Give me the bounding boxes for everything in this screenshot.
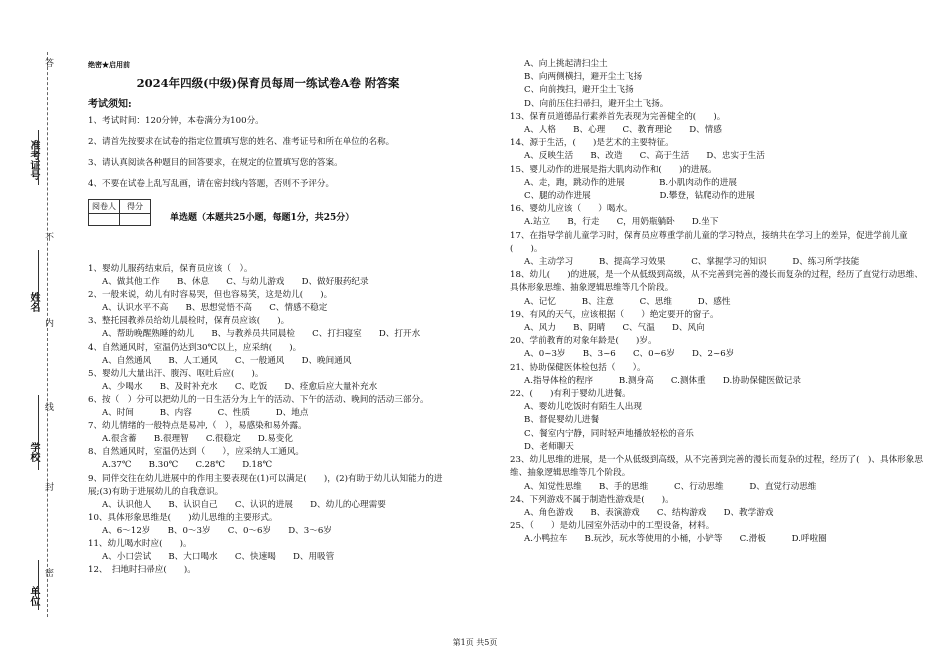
answer-options: A、认识水平不高 B、思想觉悟不高 C、情感不稳定 bbox=[102, 303, 328, 314]
answer-options: B、向两侧横扫，避开尘土飞扬 bbox=[524, 72, 643, 83]
exam-title: 2024年四级(中级)保育员每周一练试卷A卷 附答案 bbox=[136, 76, 400, 90]
question-text: 7、幼儿情绪的一般特点是易冲,（ ），易感染和易外露。 bbox=[88, 421, 307, 432]
school-label: 学校 bbox=[28, 442, 39, 462]
question-text: 20、学前教育的对象年龄是( )岁。 bbox=[510, 336, 657, 347]
answer-options: C、餐室内宁静，同时轻声地播放轻松的音乐 bbox=[524, 428, 694, 439]
page-footer: 第1页 共5页 bbox=[452, 638, 498, 647]
answer-options: A、小口尝试 B、大口喝水 C、快速喝 D、用吸管 bbox=[102, 552, 335, 563]
right-question-list bbox=[510, 58, 930, 547]
question-text: 3、整托园教养员给幼儿晨检时，保育员应该( )。 bbox=[88, 316, 290, 327]
school-field[interactable] bbox=[38, 395, 39, 470]
answer-options: D、老师聊天 bbox=[524, 441, 574, 452]
notice-list bbox=[88, 115, 488, 191]
name-label: 姓名 bbox=[28, 292, 39, 312]
question-text: 展;(3)有助于进展幼儿的自我意识。 bbox=[88, 486, 224, 497]
answer-options: A、少喝水 B、及时补充水 C、吃饭 D、痊愈后应大量补充水 bbox=[102, 381, 378, 392]
question-text: 5、婴幼儿大量出汗、腹泻、呕吐后应( )。 bbox=[88, 368, 264, 379]
question-text: 13、保育员道德品行素养首先表现为完善健全的( )。 bbox=[510, 111, 726, 122]
notice-item: 3、请认真阅读各种题目的回答要求，在规定的位置填写您的答案。 bbox=[88, 158, 343, 168]
answer-options: A.站立 B，行走 C，用奶瓶躺卧 D.坐下 bbox=[524, 217, 719, 228]
question-text: 16、婴幼儿应该（ ）喝水。 bbox=[510, 204, 633, 215]
answer-options: A、角色游戏 B、表演游戏 C、结构游戏 D、教学游戏 bbox=[524, 507, 774, 518]
answer-options: A.很含蓄 B.很理智 C.很稳定 D.易变化 bbox=[102, 434, 293, 445]
answer-options: A.指导体检的程序 B.测身高 C.测体重 D.协助保健医做记录 bbox=[524, 375, 801, 386]
seal-char-nei: 内 bbox=[43, 318, 53, 328]
question-text: 9、同伴交往在幼儿进展中的作用主要表现在(1)可以满足( )，(2)有助于幼儿认知能力的进 bbox=[88, 473, 443, 484]
answer-options: A、6～12岁 B、0～3岁 C、0～6岁 D、3～6岁 bbox=[102, 525, 332, 536]
question-text: 11、幼儿喝水时应( )。 bbox=[88, 538, 192, 549]
answer-options: A、走，跑，跳动作的进展 B.小肌肉动作的进展 bbox=[524, 177, 737, 188]
secret-mark: 绝密★启用前 bbox=[88, 60, 130, 69]
score-cell[interactable] bbox=[120, 214, 151, 226]
seal-char-feng: 封 bbox=[43, 482, 53, 492]
question-text: 2、一般来说，幼儿有时容易哭，但也容易笑，这是幼儿( )。 bbox=[88, 290, 333, 301]
question-text: 23、幼儿思维的进展，是一个从低级到高级，从不完善到完善的漫长而复杂的过程，经历了( )、具体形象思维、抽象逻辑思维等几个阶段。 bbox=[510, 455, 923, 479]
answer-options: A.37℃ B.30℃ C.28℃ D.18℃ bbox=[102, 460, 273, 471]
reviewer-cell[interactable] bbox=[89, 214, 120, 226]
answer-options: A、帮助晚醒熟睡的幼儿 B、与教养员共同晨检 C、打扫寝室 D、打开水 bbox=[102, 329, 421, 340]
exam-number-label: 准考证号 bbox=[28, 140, 39, 180]
answer-options: A、人格 B、心理 C、教育理论 D、情感 bbox=[524, 125, 722, 136]
unit-label: 单位 bbox=[28, 586, 39, 606]
question-text: 4、自然通风时，室温仍达到30℃以上，应采纳( )。 bbox=[88, 342, 302, 353]
score-box bbox=[88, 199, 151, 226]
section-title: 单选题（本题共25小题，每题1分，共25分） bbox=[170, 213, 355, 223]
question-text: 15、婴儿动作的进展是指大肌肉动作和( )的进展。 bbox=[510, 164, 717, 175]
question-text: 1、婴幼儿服药结束后，保育员应该（ ）。 bbox=[88, 264, 253, 274]
name-field[interactable] bbox=[38, 250, 39, 310]
left-question-list bbox=[88, 263, 503, 577]
exam-number-field[interactable] bbox=[38, 130, 39, 185]
question-text: 10、具体形象思维是( )幼儿思维的主要形式。 bbox=[88, 512, 278, 523]
question-text: 6、按（ ）分可以把幼儿的一日生活分为上午的活动、下午的活动、晚间的活动三部分。 bbox=[88, 394, 429, 405]
answer-options: A、风力 B、阴晴 C、气温 D、风向 bbox=[524, 323, 705, 334]
answer-options: D、向前压住扫帚扫，避开尘土飞扬。 bbox=[524, 98, 669, 109]
unit-field[interactable] bbox=[38, 560, 39, 610]
question-text: 19、有风的天气，应该根据（ ）绝定要开的窗子。 bbox=[510, 309, 719, 320]
question-text: 17、在指导学前儿童学习时，保育员应尊重学前儿童的学习特点，接纳共在学习上的差异，促进学前儿童( )。 bbox=[510, 230, 908, 254]
notice-heading: 考试须知: bbox=[88, 99, 132, 110]
question-text: 22、( )有利于婴幼儿进餐。 bbox=[510, 389, 631, 400]
question-text: 12、 扫地时扫帚应( )。 bbox=[88, 565, 196, 576]
notice-item: 2、请首先按要求在试卷的指定位置填写您的姓名、准考证号和所在单位的名称。 bbox=[88, 137, 395, 147]
seal-char-mi: 密 bbox=[43, 568, 53, 578]
answer-options: C、腿的动作进展 D.攀登，钻爬动作的进展 bbox=[524, 191, 755, 202]
answer-options: A.小鸭拉车 B.玩沙，玩水等使用的小桶，小铲等 C.滑板 D.呼啦圈 bbox=[524, 534, 827, 545]
answer-options: A、做其他工作 B、休息 C、与幼儿游戏 D、做好服药纪录 bbox=[102, 277, 369, 288]
answer-options: A、反映生活 B、改造 C、高于生活 D、忠实于生活 bbox=[524, 151, 765, 162]
answer-options: A、认识他人 B、认识自己 C、认识的进展 D、幼儿的心理需要 bbox=[102, 499, 386, 510]
seal-char-xian: 线 bbox=[43, 402, 53, 412]
question-text: 8、自然通风时，室温仍达到（ ），应采纳人工通风。 bbox=[88, 447, 305, 458]
notice-item: 1、考试时间：120分钟，本卷满分为100分。 bbox=[88, 116, 264, 126]
answer-options: A、自然通风 B、人工通风 C、一般通风 D、晚间通风 bbox=[102, 355, 352, 366]
answer-options: B、督促婴幼儿进餐 bbox=[524, 415, 600, 426]
notice-item: 4、不要在试卷上乱写乱画，请在密封线内答题，否则不予评分。 bbox=[88, 179, 335, 189]
answer-options: A、主动学习 B、提高学习效果 C、掌握学习的知识 D、练习所学技能 bbox=[524, 257, 860, 268]
question-text: 24、下列游戏不属于制造性游戏是( )。 bbox=[510, 494, 674, 505]
answer-options: A、0~3岁 B、3~6 C、0~6岁 D、2~6岁 bbox=[524, 349, 735, 360]
seal-line bbox=[47, 52, 48, 617]
answer-options: A、向上挑起清扫尘土 bbox=[524, 59, 608, 69]
seal-char-da: 答 bbox=[43, 58, 53, 68]
score-label: 得分 bbox=[120, 200, 151, 214]
answer-options: A、婴幼儿吃饭时有陌生人出现 bbox=[524, 402, 642, 413]
answer-options: A、记忆 B、注意 C、思维 D、感性 bbox=[524, 296, 731, 307]
question-text: 18、幼儿( )的进展，是一个从低级到高级，从不完善到完善的漫长而复杂的过程，经历了直觉行动思维、具体形象思维、抽象逻辑思维等几个阶段。 bbox=[510, 270, 923, 294]
question-text: 25、（ ）是幼儿园室外活动中的工型设备，材料。 bbox=[510, 521, 715, 532]
question-text: 21、协助保健医体检包括（ ）。 bbox=[510, 362, 646, 373]
answer-options: C、向前拽扫，避开尘土飞扬 bbox=[524, 85, 634, 96]
binding-margin bbox=[0, 0, 75, 671]
answer-options: A、时间 B、内容 C、性质 D、地点 bbox=[102, 408, 309, 419]
left-header bbox=[88, 58, 488, 226]
question-text: 14、源于生活，( )是艺术的主要特征。 bbox=[510, 138, 674, 149]
seal-char-bu: 不 bbox=[43, 232, 53, 242]
reviewer-label: 阅卷人 bbox=[89, 200, 120, 214]
answer-options: A、知觉性思维 B、手的思维 C、行动思维 D、直觉行动思维 bbox=[524, 481, 817, 492]
